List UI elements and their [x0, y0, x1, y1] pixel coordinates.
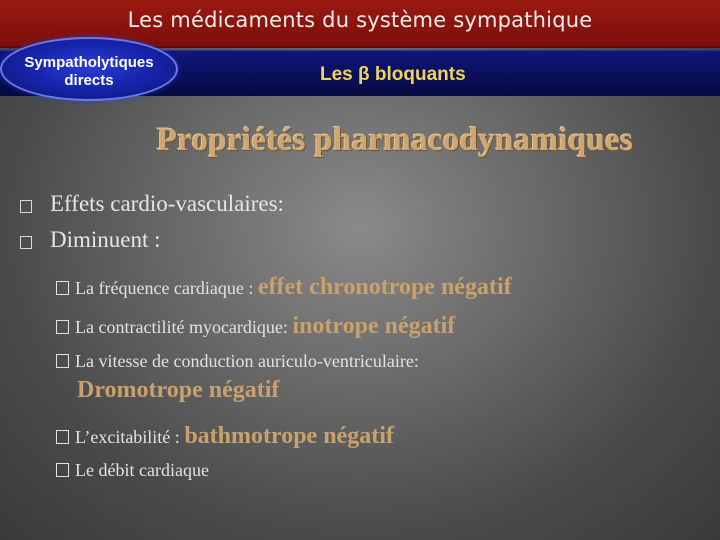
subitem-row	[56, 423, 394, 450]
bullet-box-icon	[20, 236, 32, 249]
checkbox-icon	[56, 463, 69, 477]
subitem-text: La fréquence cardiaque :	[75, 278, 254, 298]
checkbox-icon	[56, 281, 69, 295]
category-badge	[0, 37, 178, 101]
category-badge-text	[2, 54, 176, 90]
subitem-text: L’excitabilité :	[75, 427, 180, 447]
subitem-row	[56, 351, 419, 372]
subheader-title: Les β bloquants	[320, 64, 466, 85]
header-title: Les médicaments du système sympathique	[127, 8, 593, 32]
subitem-row	[56, 313, 455, 340]
checkbox-icon	[56, 320, 69, 334]
category-badge-line1: Sympatholytiques	[24, 54, 154, 71]
subitem-text: La contractilité myocardique:	[75, 317, 288, 337]
slide-heading: Propriétés pharmacodynamiques	[156, 122, 634, 158]
bullet-box-icon	[20, 200, 32, 213]
subitem-row	[56, 460, 209, 481]
category-badge-line2: directs	[64, 72, 114, 89]
bullet-item: Diminuent :	[50, 227, 161, 252]
checkbox-icon	[56, 430, 69, 444]
subitem-effect: bathmotrope négatif	[184, 423, 394, 449]
subitem-text: Le débit cardiaque	[75, 460, 209, 480]
subitem-effect: Dromotrope négatif	[77, 377, 280, 403]
subitem-text: La vitesse de conduction auriculo-ventriculaire:	[75, 351, 419, 371]
subitem-row	[56, 274, 512, 301]
checkbox-icon	[56, 354, 69, 368]
subitem-effect: inotrope négatif	[292, 313, 456, 339]
subitem-effect: effet chronotrope négatif	[257, 274, 512, 300]
bullet-item: Effets cardio-vasculaires:	[50, 191, 284, 216]
